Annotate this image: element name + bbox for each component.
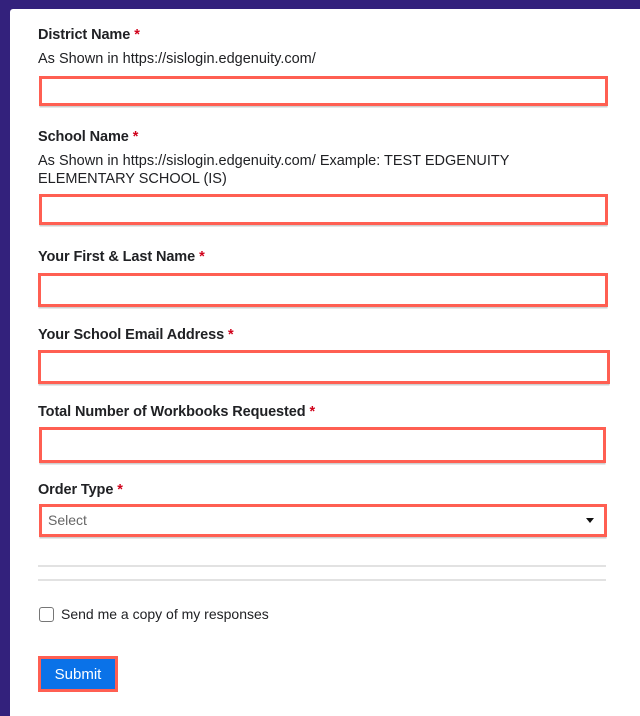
submit-button-frame bbox=[38, 656, 118, 692]
required-asterisk: * bbox=[228, 327, 234, 343]
order-type-selected-value: Select bbox=[48, 512, 87, 528]
email-label-text: Your School Email Address bbox=[38, 327, 225, 343]
school-name-input[interactable] bbox=[42, 197, 605, 222]
required-asterisk: * bbox=[199, 249, 205, 265]
send-copy-label[interactable]: Send me a copy of my responses bbox=[61, 606, 269, 622]
submit-button[interactable]: Submit bbox=[41, 659, 115, 689]
school-name-label-text: School Name bbox=[38, 129, 129, 145]
workbooks-input-box[interactable] bbox=[39, 427, 606, 463]
workbooks-field bbox=[38, 403, 610, 421]
full-name-label bbox=[38, 248, 610, 266]
required-asterisk: * bbox=[309, 404, 316, 420]
workbooks-label-text: Total Number of Workbooks Requested bbox=[38, 404, 306, 420]
full-name-input[interactable] bbox=[41, 276, 605, 304]
workbooks-label bbox=[38, 403, 610, 421]
required-asterisk: * bbox=[134, 27, 140, 43]
required-asterisk: * bbox=[132, 129, 139, 145]
district-name-help: As Shown in https://sislogin.edgenuity.com/ bbox=[38, 51, 316, 67]
workbooks-input[interactable] bbox=[42, 430, 603, 460]
school-name-label bbox=[38, 128, 610, 146]
district-name-input-box[interactable] bbox=[39, 76, 608, 106]
school-name-field bbox=[38, 128, 610, 188]
divider bbox=[38, 579, 606, 581]
school-name-help: As Shown in https://sislogin.edgenuity.com/ Example: TEST EDGENUITY ELEMENTARY SCHOOL (IS) bbox=[38, 153, 510, 187]
school-name-input-box[interactable] bbox=[39, 194, 608, 225]
full-name-label-text: Your First & Last Name bbox=[38, 249, 196, 265]
district-name-field bbox=[38, 26, 610, 68]
full-name-field bbox=[38, 248, 610, 266]
order-type-field bbox=[38, 481, 610, 499]
caret-down-icon bbox=[586, 518, 594, 523]
order-type-label-text: Order Type bbox=[38, 482, 114, 498]
divider bbox=[38, 565, 606, 567]
order-type-label bbox=[38, 481, 610, 499]
email-field bbox=[38, 326, 610, 344]
form-panel bbox=[10, 9, 640, 716]
full-name-input-box[interactable] bbox=[38, 273, 608, 307]
district-name-input[interactable] bbox=[42, 79, 605, 103]
email-input[interactable] bbox=[41, 353, 607, 381]
required-asterisk: * bbox=[117, 482, 123, 498]
district-name-label bbox=[38, 26, 610, 44]
send-copy-checkbox[interactable] bbox=[39, 607, 54, 622]
email-label bbox=[38, 326, 610, 344]
district-name-label-text: District Name bbox=[38, 27, 131, 43]
email-input-box[interactable] bbox=[38, 350, 610, 384]
order-type-select[interactable] bbox=[39, 504, 607, 537]
